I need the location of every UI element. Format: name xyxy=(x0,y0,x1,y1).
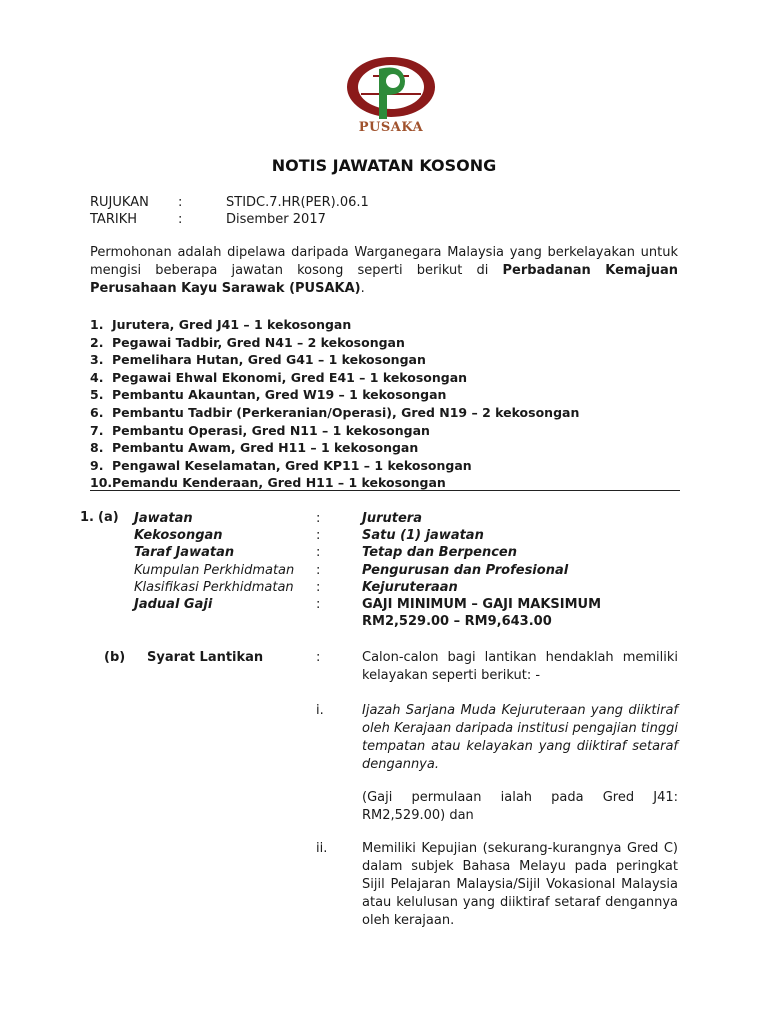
vacancy-item: 10.Pemandu Kenderaan, Gred H11 – 1 kekosongan xyxy=(90,475,446,491)
detail-separator: : xyxy=(316,545,321,560)
starting-salary-note: (Gaji permulaan ialah pada Gred J41: RM2,529.00) dan xyxy=(362,790,678,823)
brand-name: PUSAKA xyxy=(358,120,424,135)
subsection-a-label: (a) xyxy=(98,510,119,525)
vacancy-item: 1. Jurutera, Gred J41 – 1 kekosongan xyxy=(90,317,352,332)
detail-value-taraf: Tetap dan Berpencen xyxy=(362,545,517,560)
subsection-b-label: (b) xyxy=(104,650,126,665)
detail-label-kekosongan: Kekosongan xyxy=(134,528,223,543)
vacancy-item: 8. Pembantu Awam, Gred H11 – 1 kekosongan xyxy=(90,440,419,456)
detail-label-jadual-gaji: Jadual Gaji xyxy=(134,597,213,612)
vacancy-item: 5. Pembantu Akauntan, Gred W19 – 1 kekosongan xyxy=(90,387,447,403)
detail-separator: : xyxy=(316,597,321,612)
condition-number: ii. xyxy=(316,841,328,856)
detail-value-klasifikasi: Kejuruteraan xyxy=(362,580,458,595)
condition-degree: Ijazah Sarjana Muda Kejuruteraan yang diiktiraf oleh Kerajaan daripada institusi pengajian tinggi tempatan atau kelayakan yang diiktiraf setaraf dengannya. xyxy=(362,703,678,772)
detail-value-kumpulan: Pengurusan dan Profesional xyxy=(362,563,569,578)
detail-separator: : xyxy=(316,580,321,595)
requirements-separator: : xyxy=(316,650,321,665)
detail-separator: : xyxy=(316,528,321,543)
vacancy-item: 3. Pemelihara Hutan, Gred G41 – 1 kekosongan xyxy=(90,352,426,368)
intro-end: . xyxy=(360,281,365,296)
tarikh-label: TARIKH xyxy=(90,212,137,227)
section-divider xyxy=(90,490,680,491)
detail-value-kekosongan: Satu (1) jawatan xyxy=(362,528,484,543)
detail-separator: : xyxy=(316,511,321,526)
detail-value-jawatan: Jurutera xyxy=(362,511,422,526)
condition-bahasa-melayu: Memiliki Kepujian (sekurang-kurangnya Gred C) dalam subjek Bahasa Melayu pada peringkat Sijil Pelajaran Malaysia/Sijil Vokasional Malaysia atau kelulusan yang diiktiraf setaraf dengannya oleh kerajaan. xyxy=(362,841,678,928)
tarikh-value: Disember 2017 xyxy=(226,212,326,227)
section-number: 1. xyxy=(80,510,94,525)
detail-separator: : xyxy=(316,563,321,578)
salary-range: RM2,529.00 – RM9,643.00 xyxy=(362,614,552,629)
vacancy-item: 4. Pegawai Ehwal Ekonomi, Gred E41 – 1 kekosongan xyxy=(90,369,468,385)
vacancy-item: 9. Pengawal Keselamatan, Gred KP11 – 1 kekosongan xyxy=(90,457,472,473)
detail-label-taraf: Taraf Jawatan xyxy=(134,545,235,560)
page-title: NOTIS JAWATAN KOSONG xyxy=(271,156,497,175)
condition-number: i. xyxy=(316,703,324,718)
detail-label-klasifikasi: Klasifikasi Perkhidmatan xyxy=(134,580,294,595)
detail-label-jawatan: Jawatan xyxy=(134,511,193,526)
rujukan-label: RUJUKAN xyxy=(90,195,149,210)
tarikh-separator: : xyxy=(178,212,183,227)
intro-text: Permohonan adalah dipelawa daripada Warganegara Malaysia yang berkelayakan untuk mengisi beberapa jawatan kosong seperti berikut di xyxy=(90,245,678,278)
organization-name: Perbadanan Kemajuan Perusahaan Kayu Sarawak (PUSAKA) xyxy=(90,263,678,296)
rujukan-separator: : xyxy=(178,195,183,210)
rujukan-value: STIDC.7.HR(PER).06.1 xyxy=(226,195,369,210)
vacancy-item: 2. Pegawai Tadbir, Gred N41 – 2 kekosongan xyxy=(90,334,405,350)
vacancy-item: 6. Pembantu Tadbir (Perkeranian/Operasi), Gred N19 – 2 kekosongan xyxy=(90,404,580,420)
reference-row xyxy=(90,195,369,210)
requirements-title: Syarat Lantikan xyxy=(147,650,264,665)
requirements-intro: Calon-calon bagi lantikan hendaklah memiliki kelayakan seperti berikut: - xyxy=(362,650,678,683)
date-row xyxy=(90,212,326,227)
detail-value-jadual-gaji: GAJI MINIMUM – GAJI MAKSIMUM xyxy=(362,597,602,612)
detail-label-kumpulan: Kumpulan Perkhidmatan xyxy=(134,563,295,578)
vacancy-item: 7. Pembantu Operasi, Gred N11 – 1 kekosongan xyxy=(90,422,430,438)
vacancy-list xyxy=(90,316,579,492)
intro-paragraph xyxy=(90,244,678,298)
pusaka-emblem-icon xyxy=(343,55,439,125)
